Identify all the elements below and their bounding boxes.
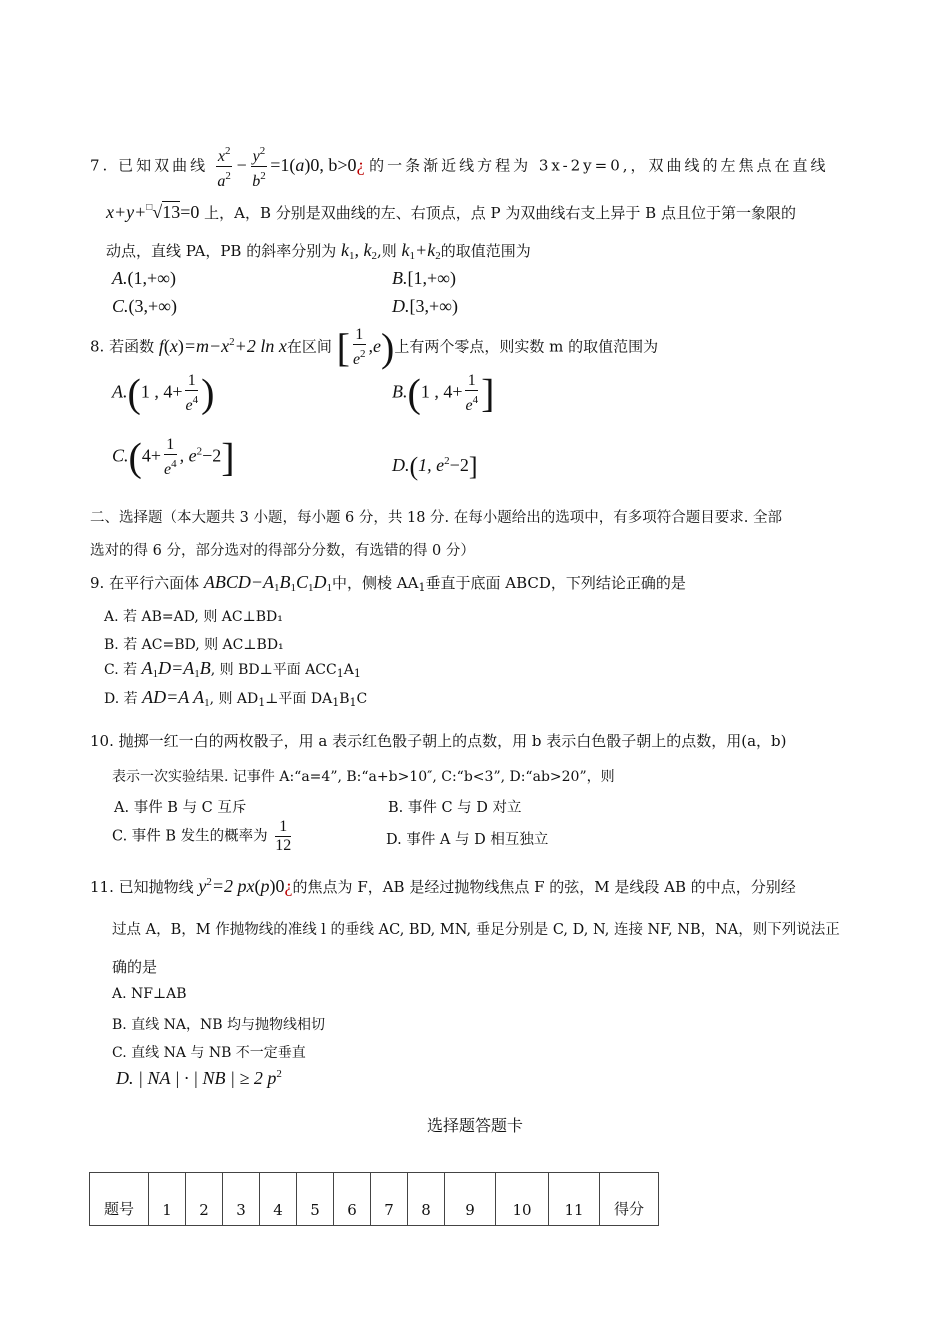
answer-card-cell-11[interactable]: 11: [549, 1173, 600, 1226]
q8-option-a[interactable]: A.(1 , 4+ $\frac{1}{e^4}$ ): [112, 370, 215, 416]
q7-option-b[interactable]: B.[1,+∞): [392, 268, 456, 288]
q9-option-c[interactable]: C. 若 $A_1D=A_1B$, 则 BD⊥平面 $ACC_1A_1$: [104, 658, 361, 680]
q11-line2: 过点 A，B，M 作抛物线的准线 l 的垂线 AC, BD, MN, 垂足分别是 C, D, N, 连接 NF, NB，NA，则下列说法正: [112, 922, 840, 938]
q7-option-c[interactable]: C.(3,+∞): [112, 296, 177, 316]
q11-line1: 11. 已知抛物线 $y^2=2$ px(p)0¿的焦点为 F，AB 是经过抛物线焦点 F 的弦，M 是线段 AB 的中点，分别经: [90, 876, 796, 896]
q11-option-d[interactable]: D. | NA | · | NB | ≥ 2 $p^2$: [116, 1068, 282, 1088]
answer-card-cell-10[interactable]: 10: [496, 1173, 549, 1226]
answer-card-header-cell: 题号: [90, 1173, 149, 1226]
q9-option-a[interactable]: A. 若 AB=AD, 则 AC⊥BD₁: [104, 609, 283, 625]
q11-line3: 确的是: [112, 958, 158, 976]
q10-option-c[interactable]: C. 事件 B 发生的概率为 $\frac{1}{12}$: [112, 818, 292, 854]
answer-card-cell-2[interactable]: 2: [186, 1173, 223, 1226]
answer-card-cell-4[interactable]: 4: [260, 1173, 297, 1226]
q8-option-d[interactable]: D.(1, $e^2-2$]: [392, 452, 478, 481]
answer-card-table: [89, 1172, 659, 1226]
q9-option-b[interactable]: B. 若 AC=BD, 则 AC⊥BD₁: [104, 637, 284, 653]
q10-option-b[interactable]: B. 事件 C 与 D 对立: [388, 800, 522, 816]
q11-option-c[interactable]: C. 直线 NA 与 NB 不一定垂直: [112, 1045, 306, 1061]
q7-line2: x+y+□√13=0 上，A，B 分别是双曲线的左、右顶点，点 P 为双曲线右支上异于 B 点且位于第一象限的: [106, 202, 796, 222]
q8-option-c[interactable]: C.(4+ $\frac{1}{e^4}$ , $e^2-2$]: [112, 434, 235, 480]
hyperbola-equation: $\frac{x^2}{a^2}$ − $\frac{y^2}{b^2}$ =1(a)0, b>0¿: [213, 155, 369, 175]
section2-heading-line2: 选对的得 6 分，部分选对的得部分分数，有选错的得 0 分）: [90, 543, 475, 559]
answer-card-cell-8[interactable]: 8: [408, 1173, 445, 1226]
q9-line1: 9. 在平行六面体 $ABCD-A_1B_1C_1D_1$中，侧棱 $AA_1$垂直于底面 ABCD，下列结论正确的是: [90, 572, 686, 594]
q10-line2: 表示一次实验结果. 记事件 A:“a=4”, B:“a+b>10″, C:“b<3”, D:“ab>20”，则: [112, 769, 615, 785]
q9-option-d[interactable]: D. 若 AD=A $A_1$, 则 $AD_1\perp$平面 $DA_1B_1C$: [104, 687, 368, 709]
answer-card-title: 选择题答题卡: [426, 1116, 523, 1135]
answer-card-cell-7[interactable]: 7: [371, 1173, 408, 1226]
q7-line3: 动点，直线 PA，PB 的斜率分别为 $k_1$, $k_2$,则 $k_1+k_2$的取值范围为: [106, 240, 531, 262]
q11-option-a[interactable]: A. NF⊥AB: [112, 986, 187, 1002]
q8-option-b[interactable]: B.(1 , 4+ $\frac{1}{e^4}$ ]: [392, 370, 495, 416]
q7-option-a[interactable]: A.(1,+∞): [112, 268, 176, 288]
answer-card-cell-5[interactable]: 5: [297, 1173, 334, 1226]
answer-card-score-cell[interactable]: 得分: [600, 1173, 659, 1226]
q10-option-d[interactable]: D. 事件 A 与 D 相互独立: [386, 832, 549, 848]
q7-option-d[interactable]: D.[3,+∞): [392, 296, 458, 316]
answer-card-cell-9[interactable]: 9: [445, 1173, 496, 1226]
answer-card-cell-1[interactable]: 1: [149, 1173, 186, 1226]
section2-heading-line1: 二、选择题（本大题共 3 小题，每小题 6 分，共 18 分. 在每小题给出的选项中，有多项符合题目要求. 全部: [90, 510, 782, 526]
answer-card-cell-6[interactable]: 6: [334, 1173, 371, 1226]
q7-line1: 7. 已知双曲线 $\frac{x^2}{a^2}$ − $\frac{y^2}{b^2}$ =1(a)0, b>0¿ 的一条渐近线方程为 3x-2y=0,，双曲线的左焦点在直线: [90, 142, 829, 191]
q11-option-b[interactable]: B. 直线 NA，NB 均与抛物线相切: [112, 1017, 325, 1033]
q10-option-a[interactable]: A. 事件 B 与 C 互斥: [114, 800, 247, 816]
q8-line1: 8. 若函数 $f(x)=m-x^2+2$ ln x在区间 [ $\frac{1}{e^2}$ ,e)上有两个零点，则实数 m 的取值范围为: [90, 324, 659, 370]
answer-card-cell-3[interactable]: 3: [223, 1173, 260, 1226]
q10-line1: 10. 抛掷一红一白的两枚骰子，用 a 表示红色骰子朝上的点数，用 b 表示白色骰子朝上的点数，用(a，b): [90, 732, 787, 750]
